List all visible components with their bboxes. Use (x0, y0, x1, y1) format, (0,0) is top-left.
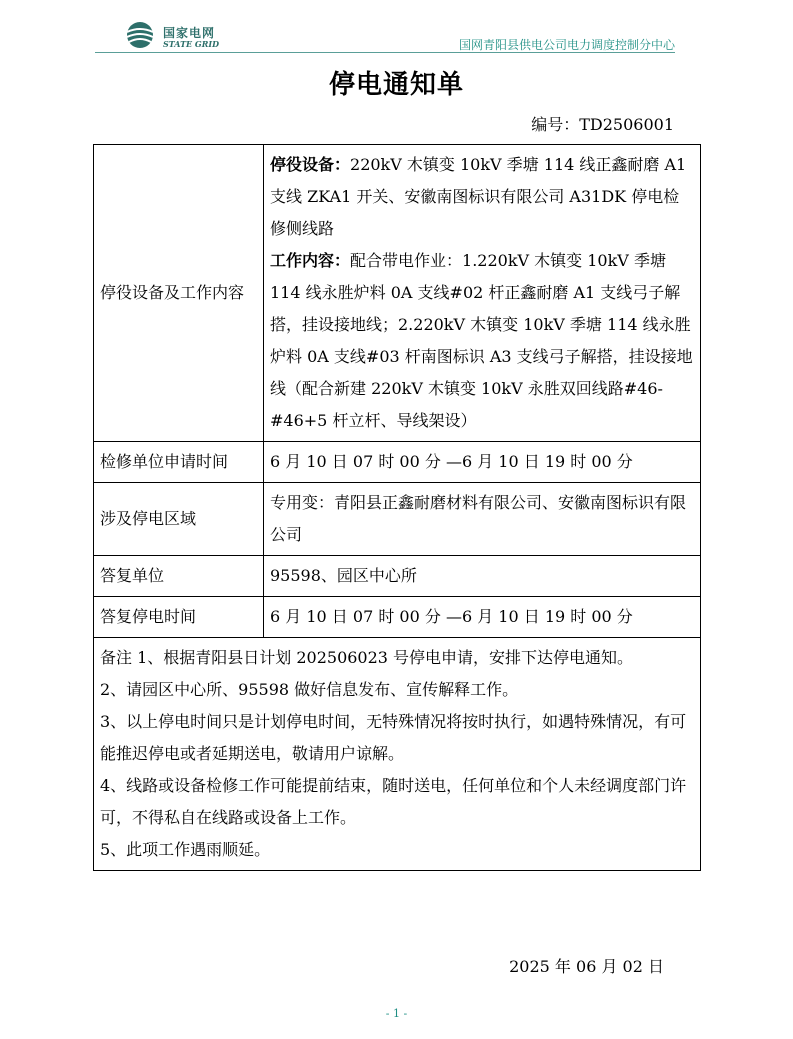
equip-text: 220kV 木镇变 10kV 季塘 114 线正鑫耐磨 A1 支线 ZKA1 开关、安徽南图标识有限公司 A31DK 停电检修侧线路 (270, 155, 687, 238)
label-area: 涉及停电区域 (94, 483, 264, 556)
issue-date: 2025 年 06 月 02 日 (509, 957, 664, 976)
work-heading: 工作内容： (270, 251, 351, 270)
logo-text-en: STATE GRID (163, 39, 220, 49)
value-reply-time: 6 月 10 日 07 时 00 分 —6 月 10 日 19 时 00 分 (264, 597, 701, 638)
state-grid-logo-icon (123, 20, 157, 50)
value-equipment (264, 145, 701, 442)
table-row-reply-time (94, 597, 701, 638)
logo-text-cn: 国家电网 (163, 26, 216, 40)
work-text: 配合带电作业：1.220kV 木镇变 10kV 季塘 114 线永胜炉料 0A 支线#02 杆正鑫耐磨 A1 支线弓子解搭，挂设接地线；2.220kV 木镇变 10kV 季塘 114 线永胜炉料 0A 支线#03 杆南图标识 A3 支线弓子解搭，挂设接地线（配合新建 220kV 木镇变 10kV 永胜双回线路#46-#46+5 杆立杆、导线架设） (270, 251, 693, 430)
value-area: 专用变：青阳县正鑫耐磨材料有限公司、安徽南图标识有限公司 (264, 483, 701, 556)
equip-heading: 停役设备： (270, 155, 351, 174)
label-reply-unit: 答复单位 (94, 556, 264, 597)
remark-item: 3、以上停电时间只是计划停电时间，无特殊情况将按时执行，如遇特殊情况，有可能推迟停电或者延期送电，敬请用户谅解。 (100, 712, 687, 763)
page-header (95, 16, 675, 52)
remark-item: 4、线路或设备检修工作可能提前结束，随时送电，任何单位和个人未经调度部门许可，不得私自在线路或设备上工作。 (100, 776, 687, 827)
table-row-area (94, 483, 701, 556)
table-row-reply-unit (94, 556, 701, 597)
remarks-cell (94, 638, 701, 871)
outage-notice-table (93, 144, 701, 871)
label-equipment: 停役设备及工作内容 (94, 145, 264, 442)
value-apply-time: 6 月 10 日 07 时 00 分 —6 月 10 日 19 时 00 分 (264, 442, 701, 483)
remark-item: 2、请园区中心所、95598 做好信息发布、宣传解释工作。 (100, 680, 519, 699)
label-reply-time: 答复停电时间 (94, 597, 264, 638)
page-number: - 1 - (385, 1007, 408, 1020)
table-row-remarks (94, 638, 701, 871)
header-organization: 国网青阳县供电公司电力调度控制分中心 (458, 38, 675, 52)
table-row-equipment (94, 145, 701, 442)
remark-item: 备注 1、根据青阳县日计划 202506023 号停电申请，安排下达停电通知。 (100, 648, 634, 667)
document-number: 编号：TD2506001 (531, 115, 674, 134)
page-title: 停电通知单 (328, 70, 464, 100)
remark-item: 5、此项工作遇雨顺延。 (100, 840, 271, 859)
value-reply-unit: 95598、园区中心所 (264, 556, 701, 597)
label-apply-time: 检修单位申请时间 (94, 442, 264, 483)
table-row-apply-time (94, 442, 701, 483)
header-divider (95, 52, 675, 53)
